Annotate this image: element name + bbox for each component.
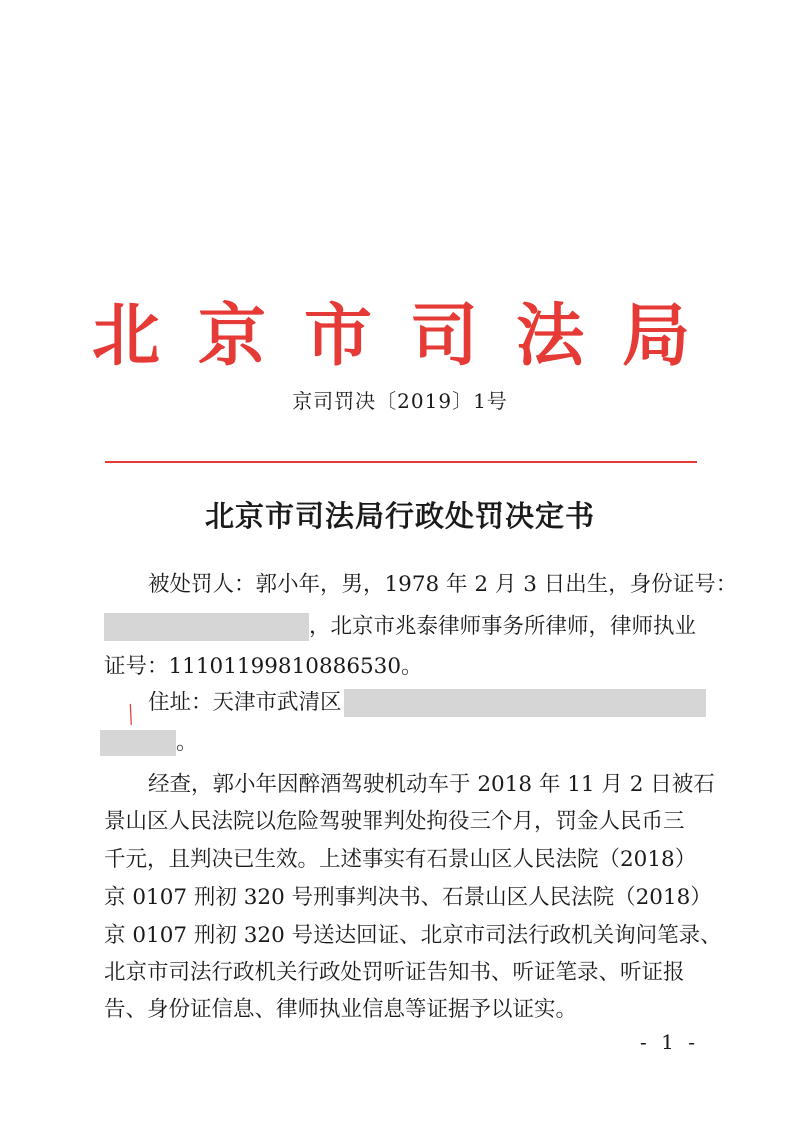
paragraph-1-line-2-container (104, 612, 696, 642)
document-number: 京司罚决〔2019〕1号 (292, 389, 508, 413)
paragraph-2-line-2-container (100, 728, 198, 758)
redacted-id-number (104, 613, 309, 641)
red-divider (105, 461, 697, 463)
paragraph-3-line-5: 京 0107 刑初 320 号送达回证、北京市司法行政机关询问笔录、 (104, 923, 722, 948)
paragraph-3-line-4: 京 0107 刑初 320 号刑事判决书、石景山区人民法院（2018） (104, 885, 712, 910)
page-number: - 1 - (640, 1030, 699, 1054)
paragraph-1-line-1: 被处罚人：郭小年，男，1978 年 2 月 3 日出生，身份证号： (148, 572, 738, 597)
paragraph-1-line-2: ，北京市兆泰律师事务所律师，律师执业 (309, 614, 697, 639)
paragraph-3-line-7: 告、身份证信息、律师执业信息等证据予以证实。 (104, 997, 578, 1022)
paragraph-1-line-3: 证号：11101199810886530。 (104, 654, 423, 679)
document-title: 北京市司法局行政处罚决定书 (204, 499, 595, 533)
paragraph-2-line-1: 住址：天津市武清区 (148, 690, 342, 715)
paragraph-3-line-3: 千元，且判决已生效。上述事实有石景山区人民法院（2018） (104, 847, 697, 872)
margin-pen-mark: ╱ (121, 703, 140, 726)
paragraph-3-line-2: 景山区人民法院以危险驾驶罪判处拘役三个月，罚金人民币三 (104, 809, 685, 834)
paragraph-3-line-6: 北京市司法行政机关行政处罚听证告知书、听证笔录、听证报 (104, 960, 685, 985)
paragraph-2-line-1-container (148, 688, 706, 718)
org-title: 北京市司法局 (91, 297, 728, 376)
redacted-address (344, 689, 706, 717)
paragraph-2-line-2: 。 (176, 730, 198, 755)
redacted-address-continued (100, 730, 176, 756)
paragraph-3-line-1: 经查，郭小年因醉酒驾驶机动车于 2018 年 11 月 2 日被石 (148, 772, 715, 797)
